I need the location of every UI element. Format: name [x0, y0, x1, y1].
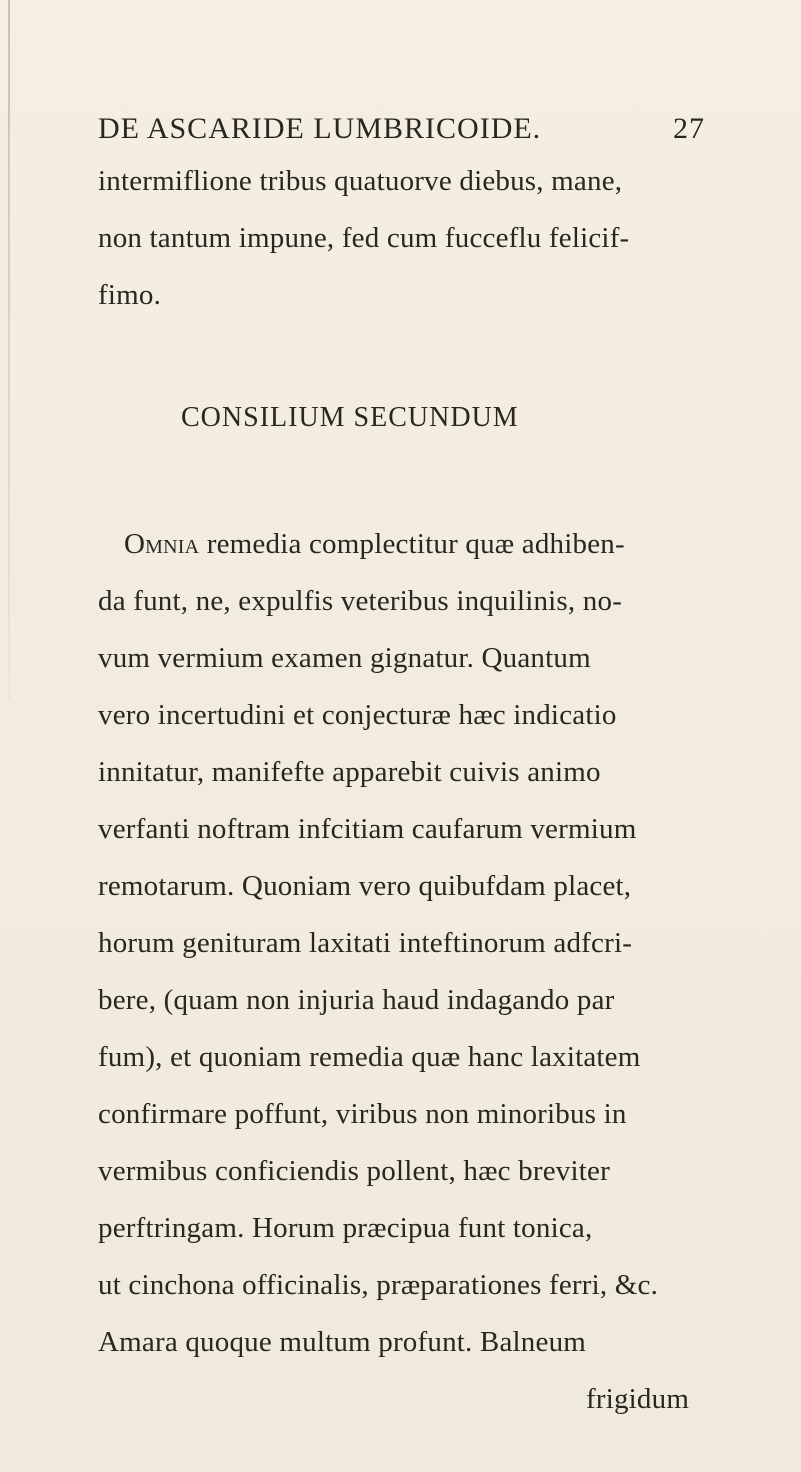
text-line: remotarum. Quoniam vero quibufdam placet,	[98, 870, 632, 902]
text-line: fum), et quoniam remedia quæ hanc laxitatem	[98, 1041, 641, 1073]
text-line	[124, 528, 625, 561]
text-line: non tantum impune, fed cum fucceflu felicif-	[98, 222, 630, 254]
text-line: confirmare poffunt, viribus non minoribus in	[98, 1098, 627, 1130]
text-line: Amara quoque multum profunt. Balneum	[98, 1326, 587, 1358]
text-line: perftringam. Horum præcipua funt tonica,	[98, 1212, 593, 1244]
text-line: horum genituram laxitati inteftinorum adfcri-	[98, 927, 633, 959]
first-line-text: remedia complectitur quæ adhiben-	[206, 528, 625, 560]
page-number: 27	[673, 112, 705, 145]
text-line: vermibus conficiendis pollent, hæc breviter	[98, 1155, 610, 1187]
text-line: bere, (quam non injuria haud indagando par	[98, 984, 615, 1016]
text-line: innitatur, manifefte apparebit cuivis animo	[98, 756, 601, 788]
text-line: vum vermium examen gignatur. Quantum	[98, 642, 591, 674]
catchword: frigidum	[586, 1383, 690, 1415]
text-line: vero incertudini et conjecturæ hæc indicatio	[98, 699, 617, 731]
text-line: ut cinchona officinalis, præparationes ferri, &c.	[98, 1269, 659, 1301]
text-line: intermiflione tribus quatuorve diebus, mane,	[98, 165, 623, 197]
page-edge-shadow	[8, 0, 10, 700]
running-header	[98, 112, 705, 146]
text-line: verfanti noftram infcitiam caufarum vermium	[98, 813, 637, 845]
text-line: da funt, ne, expulfis veteribus inquilinis, no-	[98, 585, 623, 617]
running-title: DE ASCARIDE LUMBRICOIDE.	[98, 112, 542, 145]
section-title: CONSILIUM SECUNDUM	[181, 402, 519, 433]
paragraph-initial-word: Omnia	[124, 528, 200, 560]
text-line: fimo.	[98, 279, 162, 311]
